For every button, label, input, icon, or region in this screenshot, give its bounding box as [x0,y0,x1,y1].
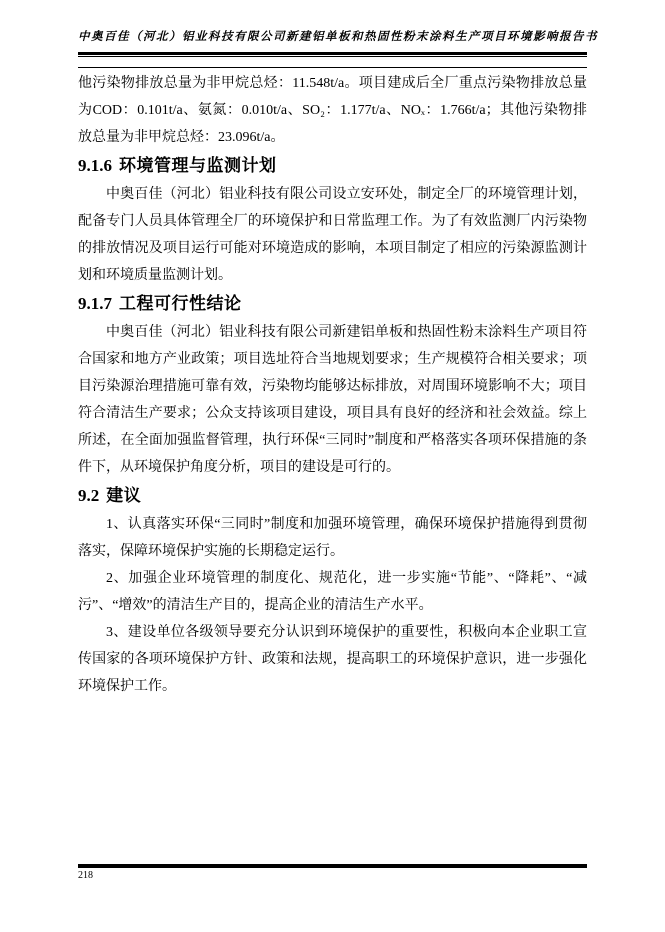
section-number: 9.1.6 [78,156,112,175]
paragraph-suggestion-3: 3、建设单位各级领导要充分认识到环境保护的重要性，积极向本企业职工宣传国家的各项环境保护方针、政策和法规，提高职工的环境保护意识，进一步强化环境保护工作。 [78,625,587,694]
section-number: 9.2 [78,486,100,505]
content-top-rule [78,67,587,68]
section-number: 9.1.7 [78,294,112,313]
report-header-title: 中奥百佳（河北）铝业科技有限公司新建铝单板和热固性粉末涂料生产项目环境影响报告书 [78,31,598,43]
header-rule-thick [78,52,587,55]
section-title: 环境管理与监测计划 [119,156,277,175]
footer-rule [78,864,587,868]
page-header [78,28,598,57]
section-heading-9-1-6 [78,153,587,178]
paragraph-environment-management: 中奥百佳（河北）铝业科技有限公司设立安环处，制定全厂的环境管理计划，配备专门人员具体管理全厂的环境保护和日常监理工作。为了有效监测厂内污染物的排放情况及项目运行可能对环境造成的影响，本项目制定了相应的污染源监测计划和环境质量监测计划。 [78,187,587,283]
section-title: 工程可行性结论 [119,294,242,313]
section-heading-9-1-7 [78,291,587,316]
document-body [78,67,587,700]
paragraph-feasibility-conclusion: 中奥百佳（河北）铝业科技有限公司新建铝单板和热固性粉末涂料生产项目符合国家和地方产业政策；项目选址符合当地规划要求；生产规模符合相关要求；项目污染源治理措施可靠有效，污染物均能够达标排放，对周围环境影响不大；项目符合清洁生产要求；公众支持该项目建设，项目具有良好的经济和社会效益。综上所述，在全面加强监督管理，执行环保“三同时”制度和严格落实各项环保措施的条件下，从环境保护角度分析，项目的建设是可行的。 [78,325,587,475]
header-rule-thin [78,56,587,57]
paragraph-suggestion-2: 2、加强企业环境管理的制度化、规范化，进一步实施“节能”、“降耗”、“减污”、“增效”的清洁生产目的，提高企业的清洁生产水平。 [78,571,587,613]
page-number: 218 [78,869,93,881]
paragraph-pollutant-totals: 他污染物排放总量为非甲烷总烃：11.548t/a。项目建成后全厂重点污染物排放总量为COD：0.101t/a、氨氮：0.010t/a、SO₂：1.177t/a、NOₓ：1.766t/a；其他污染物排放总量为非甲烷总烃：23.096t/a。 [78,76,587,145]
paragraph-suggestion-1: 1、认真落实环保“三同时”制度和加强环境管理，确保环境保护措施得到贯彻落实，保障环境保护实施的长期稳定运行。 [78,517,587,559]
page-footer [78,864,587,882]
section-heading-9-2 [78,483,587,508]
section-title: 建议 [106,486,142,505]
